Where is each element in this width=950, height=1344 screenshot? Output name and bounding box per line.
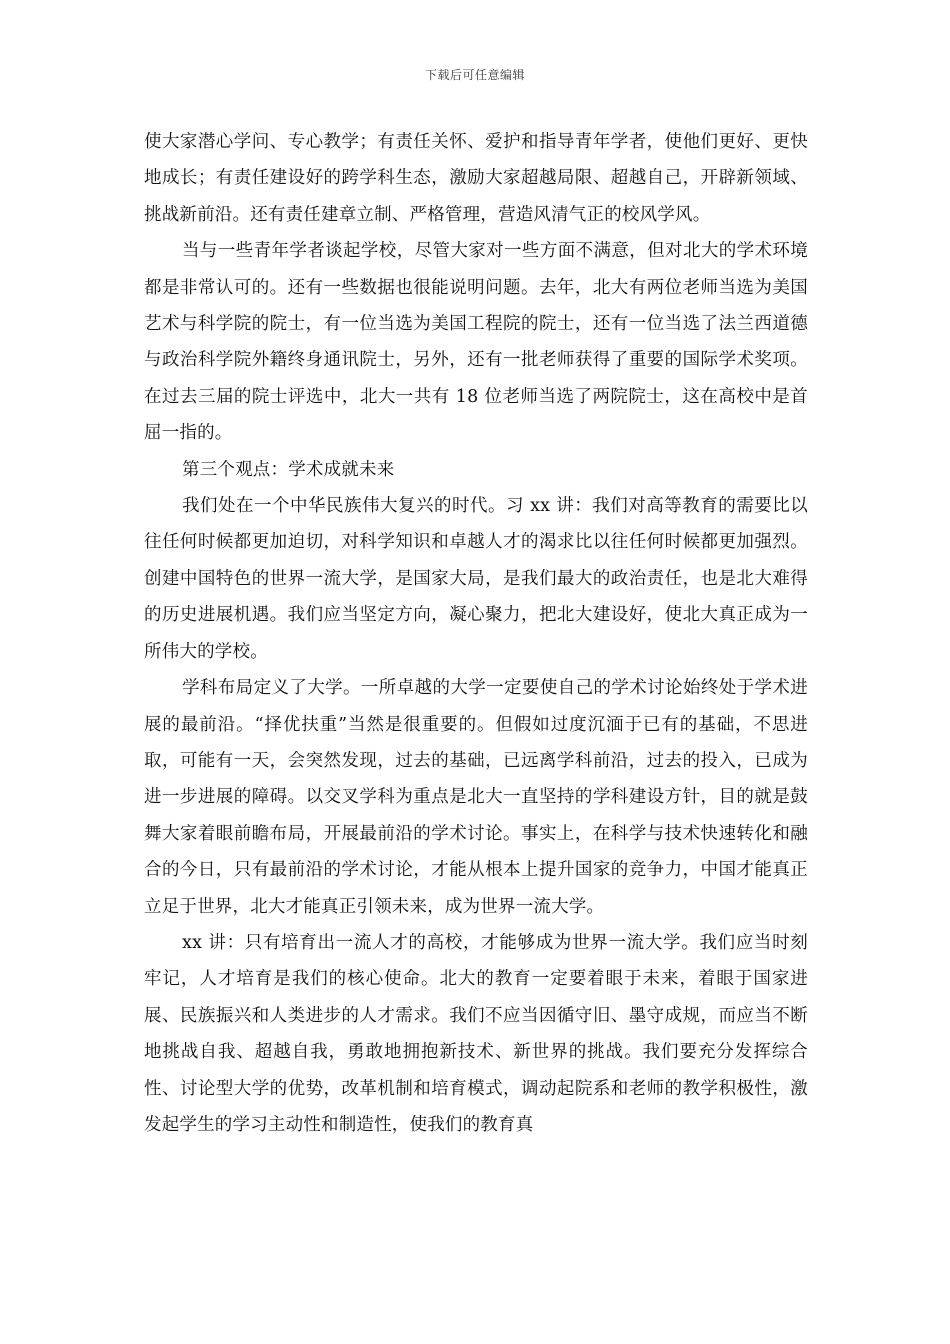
paragraph-continuation: 使大家潜心学问、专心教学；有责任关怀、爱护和指导青年学者，使他们更好、更快地成长；有责任建设好的跨学科生态，激励大家超越局限、超越自己，开辟新领域、挑战新前沿。还有责任建章立制、严格管理，营造风清气正的校风学风。 — [144, 132, 808, 225]
paragraph-discipline-layout: 学科布局定义了大学。一所卓越的大学一定要使自己的学术讨论始终处于学术进展的最前沿。“择优扶重”当然是很重要的。但假如过度沉湎于已有的基础，不思进取，可能有一天，会突然发现，过去的基础，已远离学科前沿，过去的投入，已成为进一步进展的障碍。以交叉学科为重点是北大一直坚持的学科建设方针，目的就是鼓舞大家着眼前瞻布局，开展最前沿的学术讨论。事实上，在科学与技术快速转化和融合的今日，只有最前沿的学术讨论，才能从根本上提升国家的竞争力，中国才能真正立足于世界，北大才能真正引领未来，成为世界一流大学。 — [144, 678, 808, 917]
page-header: 下载后可任意编辑 — [424, 68, 525, 82]
document-body — [144, 124, 808, 1143]
section-heading-third-point: 第三个观点：学术成就未来 — [182, 459, 395, 480]
paragraph-talent-cultivation: xx 讲：只有培育出一流人才的高校，才能够成为世界一流大学。我们应当时刻牢记，人才培育是我们的核心使命。北大的教育一定要着眼于未来，着眼于国家进展、民族振兴和人类进步的人才需求。我们不应当因循守旧、墨守成规，而应当不断地挑战自我、超越自我，勇敢地拥抱新技术、新世界的挑战。我们要充分发挥综合性、讨论型大学的优势，改革机制和培育模式，调动起院系和老师的教学积极性，激发起学生的学习主动性和制造性，使我们的教育真 — [144, 932, 808, 1135]
paragraph-academic-environment: 当与一些青年学者谈起学校，尽管大家对一些方面不满意，但对北大的学术环境都是非常认可的。还有一些数据也很能说明问题。去年，北大有两位老师当选为美国艺术与科学院的院士，有一位当选为美国工程院的院士，还有一位当选了法兰西道德与政治科学院外籍终身通讯院士，另外，还有一批老师获得了重要的国际学术奖项。在过去三届的院士评选中，北大一共有 18 位老师当选了两院院士，这在高校中是首屈一指的。 — [144, 241, 808, 444]
paragraph-national-rejuvenation: 我们处在一个中华民族伟大复兴的时代。习 xx 讲：我们对高等教育的需要比以往任何时候都更加迫切，对科学知识和卓越人才的渴求比以往任何时候都更加强烈。创建中国特色的世界一流大学，是国家大局，是我们最大的政治责任，也是北大难得的历史进展机遇。我们应当坚定方向，凝心聚力，把北大建设好，使北大真正成为一所伟大的学校。 — [144, 496, 808, 662]
